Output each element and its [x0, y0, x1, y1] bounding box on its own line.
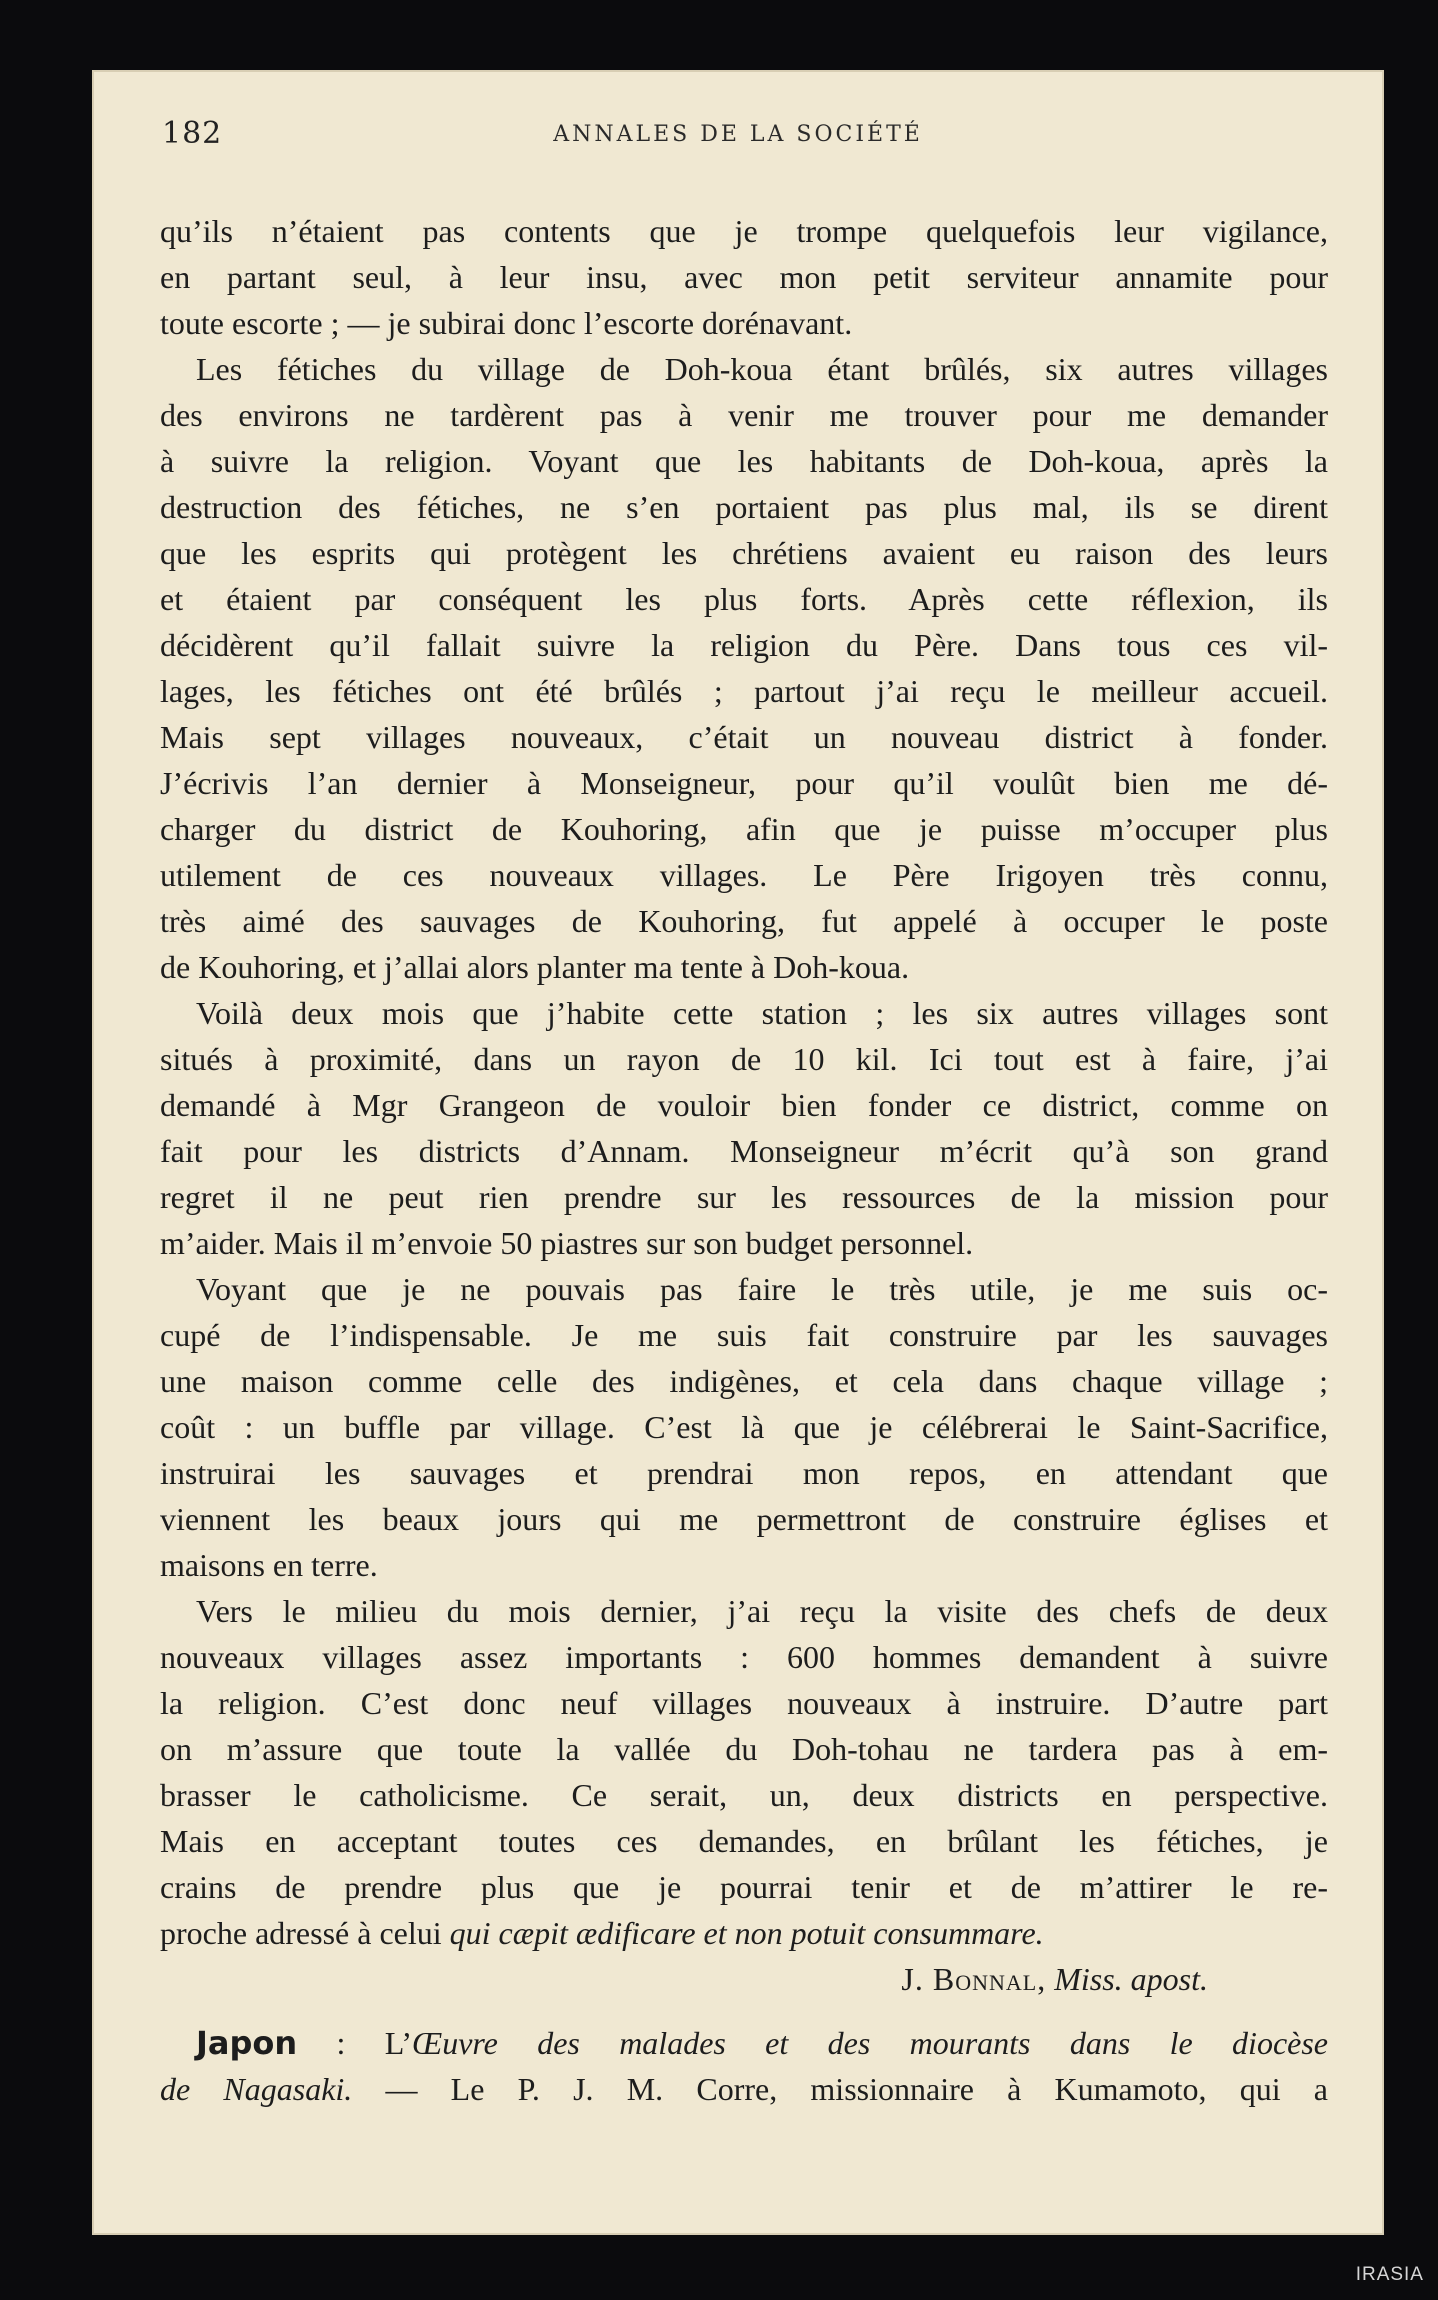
text-line: J’écrivis l’an dernier à Monseigneur, pour qu’il voulût bien me dé- [160, 765, 1328, 801]
text-line: nouveaux villages assez importants : 600 hommes demandent à suivre [160, 1639, 1328, 1675]
text-line: à suivre la religion. Voyant que les habitants de Doh-koua, après la [160, 443, 1328, 479]
article-continuation: — Le P. J. M. Corre, missionnaire à Kumamoto, qui a [352, 2071, 1329, 2107]
text-line: Les fétiches du village de Doh-koua étant brûlés, six autres villages [196, 351, 1328, 387]
text-line: utilement de ces nouveaux villages. Le Père Irigoyen très connu, [160, 857, 1328, 893]
book-page [92, 70, 1384, 2235]
japon-second-line [160, 2066, 1328, 2112]
section-heading-japon: Japon [196, 2024, 298, 2062]
text-line: situés à proximité, dans un rayon de 10 kil. Ici tout est à faire, j’ai [160, 1041, 1328, 1077]
text-line: coût : un buffle par village. C’est là que je célébrerai le Saint-Sacrifice, [160, 1409, 1328, 1445]
text-line: que les esprits qui protègent les chrétiens avaient eu raison des leurs [160, 535, 1328, 571]
text-line: des environs ne tardèrent pas à venir me trouver pour me demander [160, 397, 1328, 433]
page-number: 182 [162, 116, 223, 151]
japon-heading-line [160, 2020, 1328, 2066]
text-line: Mais sept villages nouveaux, c’était un nouveau district à fonder. [160, 719, 1328, 755]
text-line: qu’ils n’étaient pas contents que je trompe quelquefois leur vigilance, [160, 213, 1328, 249]
text-line: et étaient par conséquent les plus forts. Après cette réflexion, ils [160, 581, 1328, 617]
signature [160, 1956, 1328, 2002]
body-text [160, 208, 1328, 2112]
text-line: toute escorte ; — je subirai donc l’escorte dorénavant. [160, 305, 853, 341]
quote-lead: proche adressé à celui [160, 1915, 450, 1951]
text-line: Voilà deux mois que j’habite cette station ; les six autres villages sont [196, 995, 1328, 1031]
text-line: demandé à Mgr Grangeon de vouloir bien fonder ce district, comme on [160, 1087, 1328, 1123]
text-line: m’aider. Mais il m’envoie 50 piastres sur son budget personnel. [160, 1225, 974, 1261]
running-title: ANNALES DE LA SOCIÉTÉ [553, 122, 923, 147]
text-line: très aimé des sauvages de Kouhoring, fut appelé à occuper le poste [160, 903, 1328, 939]
text-line: de Kouhoring, et j’allai alors planter ma tente à Doh-koua. [160, 949, 910, 985]
text-line: maisons en terre. [160, 1547, 378, 1583]
text-line-latin-quote [160, 1910, 1328, 1956]
heading-separator: : L’ [297, 2025, 412, 2061]
text-line: une maison comme celle des indigènes, et cela dans chaque village ; [160, 1363, 1328, 1399]
text-line: viennent les beaux jours qui me permettront de construire églises et [160, 1501, 1328, 1537]
text-line: cupé de l’indispensable. Je me suis fait construire par les sauvages [160, 1317, 1328, 1353]
body-lines [160, 208, 1328, 1910]
text-line: charger du district de Kouhoring, afin que je puisse m’occuper plus [160, 811, 1328, 847]
watermark-irasia: IRASIA [1355, 2264, 1424, 2285]
text-line: lages, les fétiches ont été brûlés ; partout j’ai reçu le meilleur accueil. [160, 673, 1328, 709]
text-line: on m’assure que toute la vallée du Doh-tohau ne tardera pas à em- [160, 1731, 1328, 1767]
text-line: en partant seul, à leur insu, avec mon petit serviteur annamite pour [160, 259, 1328, 295]
text-line: crains de prendre plus que je pourrai tenir et de m’attirer le re- [160, 1869, 1328, 1905]
text-line: brasser le catholicisme. Ce serait, un, deux districts en perspective. [160, 1777, 1328, 1813]
text-line: regret il ne peut rien prendre sur les ressources de la mission pour [160, 1179, 1328, 1215]
text-line: la religion. C’est donc neuf villages nouveaux à instruire. D’autre part [160, 1685, 1328, 1721]
latin-quote: qui cæpit ædificare et non potuit consummare. [449, 1915, 1044, 1951]
text-line: fait pour les districts d’Annam. Monseigneur m’écrit qu’à son grand [160, 1133, 1328, 1169]
text-line: Voyant que je ne pouvais pas faire le très utile, je me suis oc- [196, 1271, 1328, 1307]
article-title-part1: Œuvre des malades et des mourants dans le diocèse [412, 2025, 1329, 2061]
signature-title: Miss. apost. [1054, 1961, 1208, 1997]
text-line: Mais en acceptant toutes ces demandes, en brûlant les fétiches, je [160, 1823, 1328, 1859]
article-title-part2: de Nagasaki. [160, 2071, 353, 2107]
text-line: instruirai les sauvages et prendrai mon repos, en attendant que [160, 1455, 1328, 1491]
text-line: Vers le milieu du mois dernier, j’ai reçu la visite des chefs de deux [196, 1593, 1328, 1629]
text-line: destruction des fétiches, ne s’en portaient pas plus mal, ils se dirent [160, 489, 1328, 525]
signature-name: J. Bonnal, [901, 1961, 1047, 1997]
text-line: décidèrent qu’il fallait suivre la religion du Père. Dans tous ces vil- [160, 627, 1328, 663]
